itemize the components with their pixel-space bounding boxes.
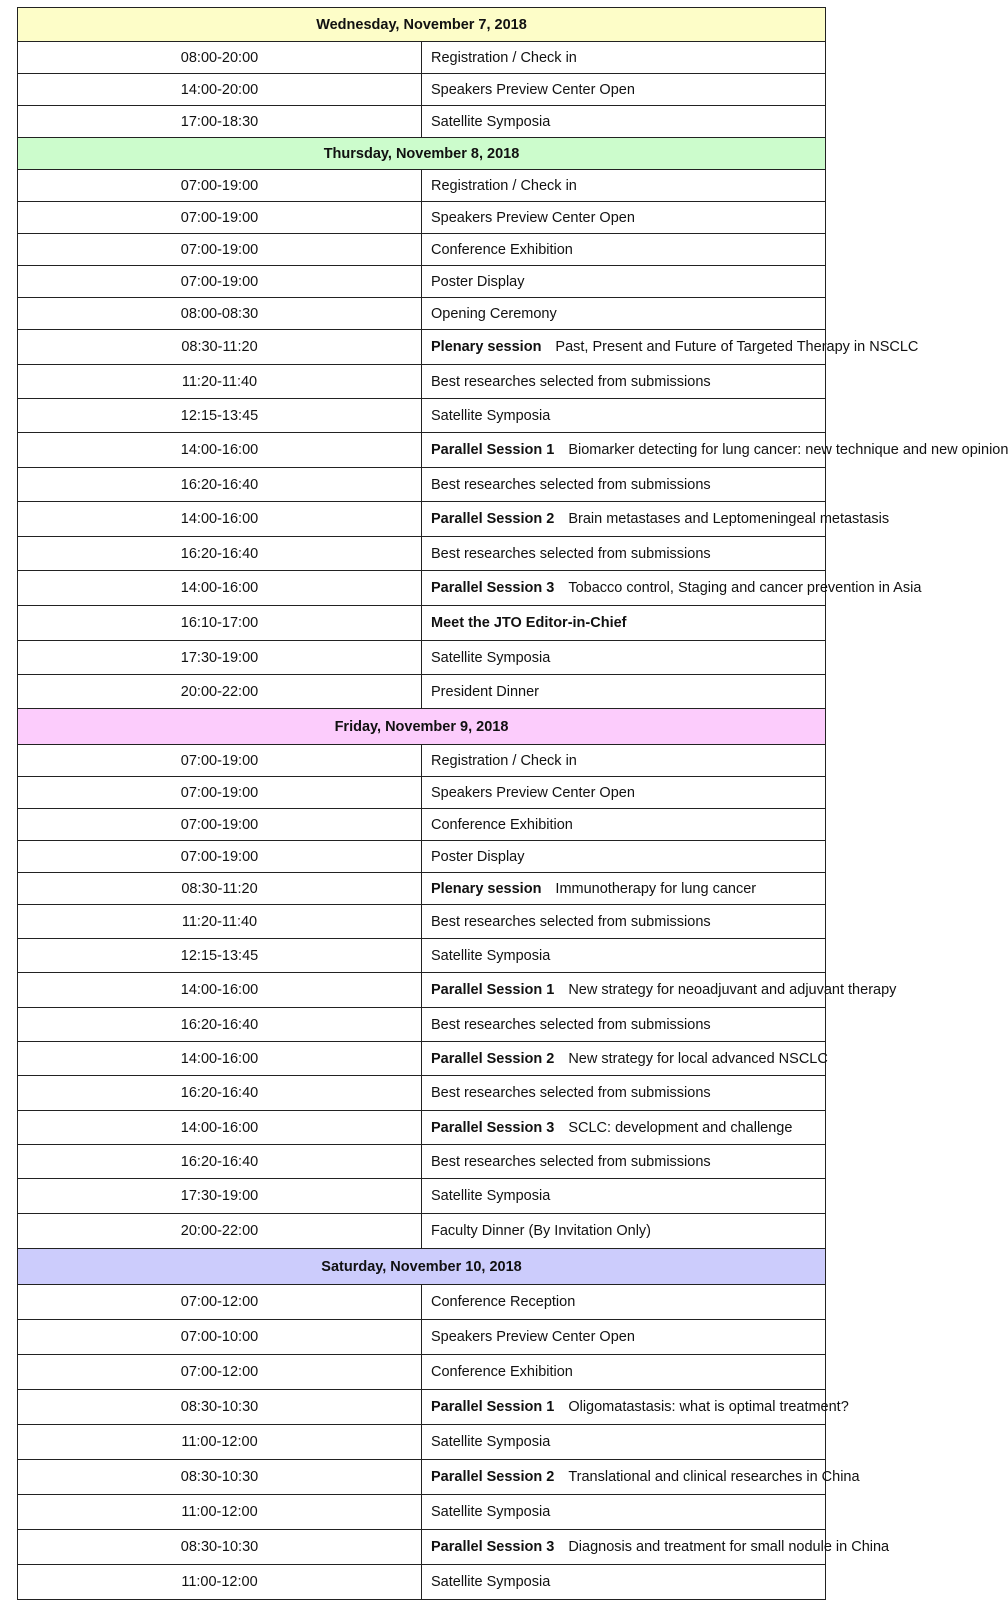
day-header-row bbox=[18, 1249, 826, 1285]
schedule-table bbox=[17, 7, 1008, 1600]
time-cell: 07:00-19:00 bbox=[18, 745, 422, 777]
schedule-row bbox=[18, 266, 826, 298]
event-text: Faculty Dinner (By Invitation Only) bbox=[431, 1223, 651, 1239]
session-topic: Oligomatastasis: what is optimal treatment? bbox=[568, 1399, 849, 1415]
schedule-row bbox=[18, 1320, 826, 1355]
schedule-row bbox=[18, 106, 826, 138]
schedule-body bbox=[18, 8, 1008, 1600]
event-text: Satellite Symposia bbox=[431, 113, 551, 130]
description-cell bbox=[422, 1495, 826, 1530]
description-cell bbox=[422, 841, 826, 873]
time-cell: 07:00-19:00 bbox=[18, 202, 422, 234]
description-cell bbox=[422, 571, 922, 606]
time-cell: 14:00-16:00 bbox=[18, 502, 422, 537]
time-cell: 20:00-22:00 bbox=[18, 1214, 422, 1249]
session-label: Parallel Session 1 bbox=[431, 982, 555, 998]
time-cell: 07:00-19:00 bbox=[18, 777, 422, 809]
session-topic: Diagnosis and treatment for small nodule in China bbox=[568, 1539, 890, 1555]
description-cell bbox=[422, 234, 826, 266]
description-cell bbox=[422, 1285, 826, 1320]
description-cell bbox=[422, 1320, 826, 1355]
session-label: Parallel Session 1 bbox=[431, 442, 555, 458]
schedule-row bbox=[18, 777, 826, 809]
time-cell: 16:20-16:40 bbox=[18, 1076, 422, 1111]
description-cell bbox=[422, 298, 826, 330]
time-cell: 20:00-22:00 bbox=[18, 675, 422, 709]
time-cell: 11:00-12:00 bbox=[18, 1425, 422, 1460]
description-cell bbox=[422, 1390, 849, 1425]
session-topic: SCLC: development and challenge bbox=[568, 1119, 793, 1136]
description-cell bbox=[422, 42, 826, 74]
event-text: Satellite Symposia bbox=[431, 947, 551, 964]
event-text: Best researches selected from submissions bbox=[431, 373, 711, 390]
time-cell: 14:00-20:00 bbox=[18, 74, 422, 106]
schedule-row bbox=[18, 537, 826, 571]
schedule-row bbox=[18, 42, 826, 74]
schedule-row bbox=[18, 468, 826, 502]
schedule-row bbox=[18, 606, 826, 641]
day-title: Friday, November 9, 2018 bbox=[18, 709, 826, 745]
time-cell: 07:00-19:00 bbox=[18, 170, 422, 202]
event-text: Speakers Preview Center Open bbox=[431, 1329, 635, 1345]
time-cell: 14:00-16:00 bbox=[18, 973, 422, 1008]
event-text: Opening Ceremony bbox=[431, 305, 557, 322]
time-cell: 08:00-08:30 bbox=[18, 298, 422, 330]
session-label: Parallel Session 2 bbox=[431, 1050, 555, 1067]
schedule-row bbox=[18, 571, 826, 606]
schedule-row bbox=[18, 841, 826, 873]
time-cell: 08:30-10:30 bbox=[18, 1530, 422, 1565]
time-cell: 11:00-12:00 bbox=[18, 1565, 422, 1600]
time-cell: 14:00-16:00 bbox=[18, 1111, 422, 1145]
schedule-row bbox=[18, 170, 826, 202]
description-cell bbox=[422, 266, 826, 298]
description-cell bbox=[422, 641, 826, 675]
event-text: Conference Exhibition bbox=[431, 816, 573, 833]
schedule-row bbox=[18, 433, 826, 468]
description-cell bbox=[422, 330, 919, 365]
schedule-row bbox=[18, 641, 826, 675]
schedule-row bbox=[18, 745, 826, 777]
session-label: Parallel Session 3 bbox=[431, 580, 555, 596]
time-cell: 17:00-18:30 bbox=[18, 106, 422, 138]
description-cell bbox=[422, 777, 826, 809]
time-cell: 14:00-16:00 bbox=[18, 571, 422, 606]
description-cell bbox=[422, 74, 826, 106]
session-label: Parallel Session 3 bbox=[431, 1119, 555, 1136]
event-text: Best researches selected from submissions bbox=[431, 476, 711, 493]
description-cell bbox=[422, 873, 826, 905]
description-cell bbox=[422, 1460, 860, 1495]
schedule-row bbox=[18, 1008, 826, 1042]
schedule-row bbox=[18, 1390, 826, 1425]
time-cell: 08:30-11:20 bbox=[18, 330, 422, 365]
schedule-row bbox=[18, 202, 826, 234]
schedule-row bbox=[18, 809, 826, 841]
session-label: Parallel Session 2 bbox=[431, 511, 555, 527]
event-text: Speakers Preview Center Open bbox=[431, 81, 635, 98]
description-cell bbox=[422, 809, 826, 841]
description-cell bbox=[422, 433, 1008, 468]
event-text: Registration / Check in bbox=[431, 177, 577, 194]
schedule-row bbox=[18, 298, 826, 330]
description-cell bbox=[422, 1530, 890, 1565]
event-text: Meet the JTO Editor-in-Chief bbox=[431, 615, 627, 631]
time-cell: 07:00-19:00 bbox=[18, 266, 422, 298]
schedule-row bbox=[18, 873, 826, 905]
time-cell: 07:00-12:00 bbox=[18, 1355, 422, 1390]
description-cell bbox=[422, 745, 826, 777]
time-cell: 07:00-10:00 bbox=[18, 1320, 422, 1355]
event-text: Poster Display bbox=[431, 273, 525, 290]
schedule-row bbox=[18, 1179, 826, 1214]
time-cell: 11:20-11:40 bbox=[18, 365, 422, 399]
time-cell: 07:00-19:00 bbox=[18, 234, 422, 266]
day-header-row bbox=[18, 709, 826, 745]
schedule-row bbox=[18, 1425, 826, 1460]
schedule-row bbox=[18, 502, 826, 537]
description-cell bbox=[422, 973, 897, 1008]
time-cell: 11:20-11:40 bbox=[18, 905, 422, 939]
schedule-row bbox=[18, 1495, 826, 1530]
schedule-row bbox=[18, 1565, 826, 1600]
schedule-row bbox=[18, 675, 826, 709]
schedule-row bbox=[18, 1145, 826, 1179]
description-cell bbox=[422, 202, 826, 234]
description-cell bbox=[422, 399, 826, 433]
schedule-row bbox=[18, 399, 826, 433]
description-cell bbox=[422, 468, 826, 502]
day-header-row bbox=[18, 138, 826, 170]
time-cell: 07:00-19:00 bbox=[18, 809, 422, 841]
schedule-row bbox=[18, 330, 826, 365]
schedule-row bbox=[18, 1355, 826, 1390]
day-title: Wednesday, November 7, 2018 bbox=[18, 8, 826, 42]
event-text: Best researches selected from submissions bbox=[431, 1016, 711, 1033]
schedule-row bbox=[18, 1076, 826, 1111]
time-cell: 08:30-11:20 bbox=[18, 873, 422, 905]
time-cell: 07:00-12:00 bbox=[18, 1285, 422, 1320]
description-cell bbox=[422, 1008, 826, 1042]
schedule-row bbox=[18, 905, 826, 939]
description-cell bbox=[422, 1179, 826, 1214]
schedule-row bbox=[18, 1285, 826, 1320]
event-text: Speakers Preview Center Open bbox=[431, 784, 635, 801]
description-cell bbox=[422, 1425, 826, 1460]
day-title: Saturday, November 10, 2018 bbox=[18, 1249, 826, 1285]
event-text: Best researches selected from submissions bbox=[431, 913, 711, 930]
event-text: President Dinner bbox=[431, 683, 539, 700]
session-label: Parallel Session 2 bbox=[431, 1469, 555, 1485]
event-text: Best researches selected from submissions bbox=[431, 1153, 711, 1170]
description-cell bbox=[422, 170, 826, 202]
description-cell bbox=[422, 1042, 826, 1076]
schedule-row bbox=[18, 939, 826, 973]
time-cell: 12:15-13:45 bbox=[18, 399, 422, 433]
event-text: Poster Display bbox=[431, 848, 525, 865]
time-cell: 16:20-16:40 bbox=[18, 537, 422, 571]
event-text: Conference Exhibition bbox=[431, 1364, 573, 1380]
description-cell bbox=[422, 365, 826, 399]
description-cell bbox=[422, 675, 826, 709]
day-header-row bbox=[18, 8, 826, 42]
event-text: Conference Reception bbox=[431, 1294, 576, 1310]
schedule-row bbox=[18, 365, 826, 399]
description-cell bbox=[422, 939, 826, 973]
description-cell bbox=[422, 1145, 826, 1179]
session-topic: New strategy for neoadjuvant and adjuvant therapy bbox=[568, 982, 897, 998]
event-text: Satellite Symposia bbox=[431, 1434, 551, 1450]
schedule-row bbox=[18, 234, 826, 266]
schedule-row bbox=[18, 1111, 826, 1145]
day-title: Thursday, November 8, 2018 bbox=[18, 138, 826, 170]
session-label: Parallel Session 3 bbox=[431, 1539, 555, 1555]
description-cell bbox=[422, 1111, 826, 1145]
session-topic: Tobacco control, Staging and cancer prevention in Asia bbox=[568, 580, 922, 596]
event-text: Best researches selected from submissions bbox=[431, 545, 711, 562]
event-text: Speakers Preview Center Open bbox=[431, 209, 635, 226]
session-label: Plenary session bbox=[431, 339, 542, 355]
session-label: Parallel Session 1 bbox=[431, 1399, 555, 1415]
time-cell: 08:30-10:30 bbox=[18, 1460, 422, 1495]
time-cell: 07:00-19:00 bbox=[18, 841, 422, 873]
session-label: Plenary session bbox=[431, 880, 542, 897]
schedule-row bbox=[18, 74, 826, 106]
session-topic: Past, Present and Future of Targeted Therapy in NSCLC bbox=[555, 339, 919, 355]
time-cell: 16:20-16:40 bbox=[18, 1145, 422, 1179]
description-cell bbox=[422, 537, 826, 571]
time-cell: 16:20-16:40 bbox=[18, 1008, 422, 1042]
schedule-row bbox=[18, 1214, 826, 1249]
event-text: Registration / Check in bbox=[431, 752, 577, 769]
time-cell: 08:00-20:00 bbox=[18, 42, 422, 74]
description-cell bbox=[422, 1214, 826, 1249]
event-text: Satellite Symposia bbox=[431, 1188, 551, 1204]
event-text: Satellite Symposia bbox=[431, 649, 551, 666]
time-cell: 17:30-19:00 bbox=[18, 1179, 422, 1214]
time-cell: 14:00-16:00 bbox=[18, 1042, 422, 1076]
schedule-row bbox=[18, 973, 826, 1008]
time-cell: 14:00-16:00 bbox=[18, 433, 422, 468]
description-cell bbox=[422, 1355, 826, 1390]
schedule-row bbox=[18, 1042, 826, 1076]
description-cell bbox=[422, 1076, 826, 1111]
event-text: Conference Exhibition bbox=[431, 241, 573, 258]
description-cell bbox=[422, 606, 826, 641]
session-topic: New strategy for local advanced NSCLC bbox=[568, 1050, 828, 1067]
schedule-row bbox=[18, 1530, 826, 1565]
session-topic: Translational and clinical researches in China bbox=[568, 1469, 860, 1485]
description-cell bbox=[422, 905, 826, 939]
time-cell: 16:10-17:00 bbox=[18, 606, 422, 641]
event-text: Satellite Symposia bbox=[431, 1574, 551, 1590]
description-cell bbox=[422, 1565, 826, 1600]
event-text: Satellite Symposia bbox=[431, 407, 551, 424]
time-cell: 16:20-16:40 bbox=[18, 468, 422, 502]
session-topic: Biomarker detecting for lung cancer: new technique and new opinion bbox=[568, 442, 1008, 458]
schedule-row bbox=[18, 1460, 826, 1495]
time-cell: 12:15-13:45 bbox=[18, 939, 422, 973]
time-cell: 17:30-19:00 bbox=[18, 641, 422, 675]
event-text: Registration / Check in bbox=[431, 49, 577, 66]
event-text: Best researches selected from submissions bbox=[431, 1085, 711, 1101]
session-topic: Brain metastases and Leptomeningeal metastasis bbox=[568, 511, 890, 527]
description-cell bbox=[422, 502, 890, 537]
event-text: Satellite Symposia bbox=[431, 1504, 551, 1520]
description-cell bbox=[422, 106, 826, 138]
time-cell: 11:00-12:00 bbox=[18, 1495, 422, 1530]
time-cell: 08:30-10:30 bbox=[18, 1390, 422, 1425]
session-topic: Immunotherapy for lung cancer bbox=[555, 880, 757, 897]
